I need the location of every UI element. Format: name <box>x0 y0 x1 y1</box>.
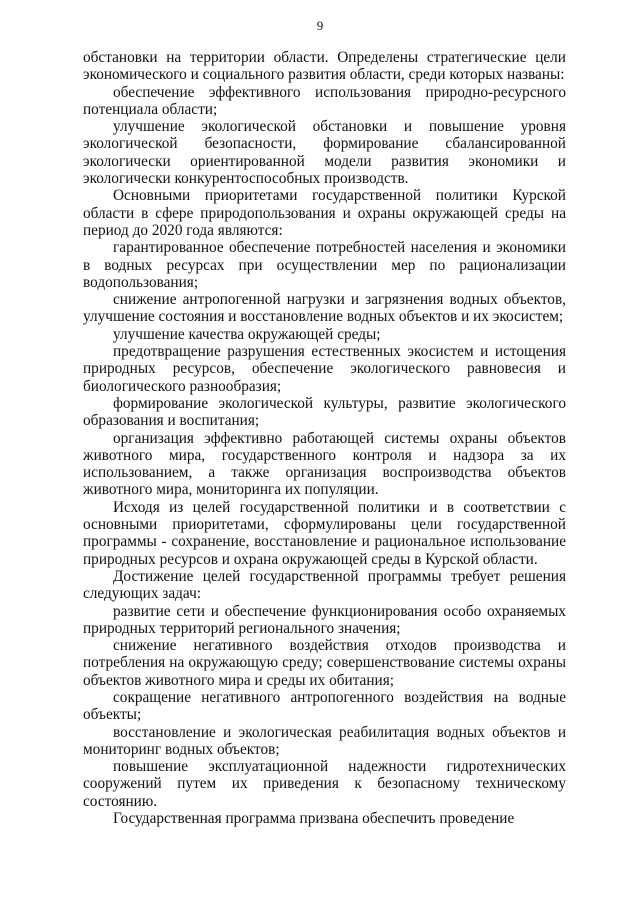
paragraph: формирование экологической культуры, развитие экологического образования и воспитания; <box>83 394 566 430</box>
paragraph: обстановки на территории области. Определены стратегические цели экономического и социального развития области, среди которых названы: <box>83 49 566 84</box>
paragraph: снижение антропогенной нагрузки и загрязнения водных объектов, улучшение состояния и восстановление водных объектов и их экосистем; <box>83 291 566 326</box>
paragraph: организация эффективно работающей системы охраны объектов животного мира, государственного контроля и надзора за их использованием, а также организация воспроизводства объектов животного мира, мониторинга их популяции. <box>83 429 566 499</box>
paragraph: улучшение экологической обстановки и повышение уровня экологической безопасности, формирование сбалансированной экологически ориентированной модели развития экономики и экологически конкурентоспособных производств. <box>83 118 566 188</box>
paragraph: восстановление и экологическая реабилитация водных объектов и мониторинг водных объектов; <box>83 723 566 758</box>
paragraph: улучшение качества окружающей среды; <box>113 325 381 343</box>
paragraph: гарантированное обеспечение потребностей населения и экономики в водных ресурсах при осуществлении мер по рационализации водопользования; <box>83 239 566 291</box>
paragraph: Государственная программа призвана обеспечить проведение <box>113 810 515 828</box>
paragraph: обеспечение эффективного использования природно-ресурсного потенциала области; <box>83 83 566 118</box>
paragraph: Достижение целей государственной программы требует решения следующих задач: <box>83 567 566 603</box>
paragraph: Основными приоритетами государственной политики Курской области в сфере природопользования и охраны окружающей среды на период до 2020 года являются: <box>83 187 566 239</box>
paragraph: снижение негативного воздействия отходов производства и потребления на окружающую среду; совершенствование системы охраны объектов животного мира и среды их обитания; <box>83 637 566 689</box>
document-body <box>83 49 566 827</box>
paragraph: предотвращение разрушения естественных экосистем и истощения природных ресурсов, обеспечение экологического равновесия и биологического разнообразия; <box>83 343 566 395</box>
paragraph: Исходя из целей государственной политики и в соответствии с основными приоритетами, сформулированы цели государственной программы - сохранение, восстановление и рациональное использование природных ресурсов и охрана окружающей среды в Курской области. <box>83 498 566 568</box>
paragraph: сокращение негативного антропогенного воздействия на водные объекты; <box>83 688 566 724</box>
paragraph: развитие сети и обеспечение функционирования особо охраняемых природных территорий регионального значения; <box>83 602 566 637</box>
paragraph: повышение эксплуатационной надежности гидротехнических сооружений путем их приведения к безопасному техническому состоянию. <box>83 758 566 810</box>
page-number: 9 <box>316 18 324 33</box>
